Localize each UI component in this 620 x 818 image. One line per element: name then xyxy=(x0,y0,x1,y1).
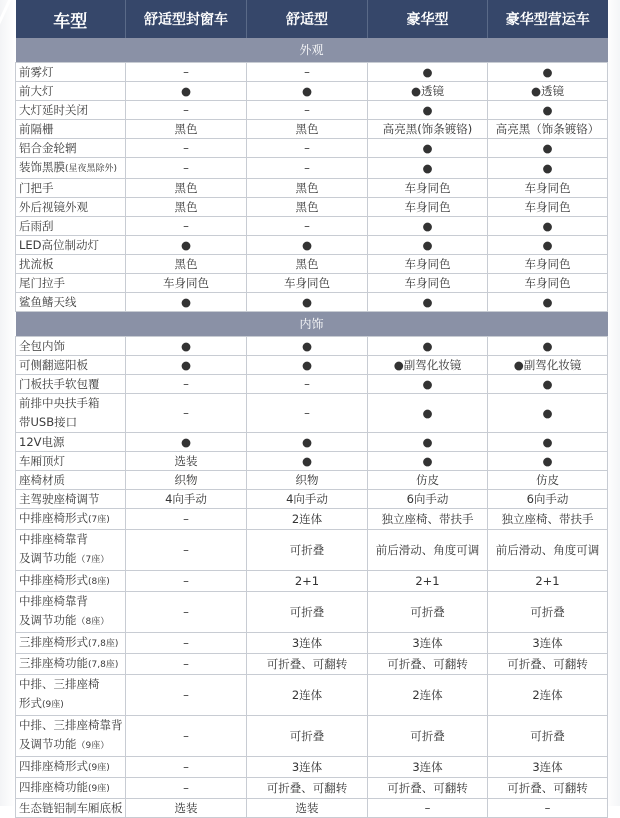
cell-value: 可折叠 xyxy=(247,592,368,633)
cell-value: 黑色 xyxy=(247,255,368,274)
cell-value: ● xyxy=(368,293,488,312)
row-label: 大灯延时关闭 xyxy=(16,101,126,120)
cell-value: ●透镜 xyxy=(488,82,608,101)
table-row xyxy=(16,471,608,490)
section-title: 外观 xyxy=(16,38,608,63)
table-row xyxy=(16,337,608,356)
row-label: 前隔栅 xyxy=(16,120,126,139)
row-label: 后雨刮 xyxy=(16,217,126,236)
cell-value: 2连体 xyxy=(247,675,368,716)
cell-value: ● xyxy=(488,101,608,120)
cell-value: 车身同色 xyxy=(126,274,247,293)
table-row xyxy=(16,675,608,716)
cell-value: 2+1 xyxy=(488,571,608,592)
cell-value: – xyxy=(247,375,368,394)
row-label: 四排座椅功能(9座) xyxy=(16,778,126,799)
table-row xyxy=(16,255,608,274)
cell-value: ● xyxy=(126,236,247,255)
cell-value: ● xyxy=(488,394,608,433)
cell-value: 车身同色 xyxy=(488,255,608,274)
header-model-label: 车型 xyxy=(16,0,126,38)
cell-value: – xyxy=(126,139,247,158)
cell-value: ● xyxy=(488,337,608,356)
header-model-3: 豪华型营运车 xyxy=(488,0,608,38)
cell-value: 可折叠、可翻转 xyxy=(247,654,368,675)
cell-value: 可折叠、可翻转 xyxy=(368,778,488,799)
cell-value: 黑色 xyxy=(126,120,247,139)
cell-value: 车身同色 xyxy=(368,255,488,274)
cell-value: – xyxy=(126,571,247,592)
table-row xyxy=(16,633,608,654)
cell-value: ● xyxy=(126,433,247,452)
cell-value: ●透镜 xyxy=(368,82,488,101)
cell-value: ● xyxy=(368,236,488,255)
table-row xyxy=(16,490,608,509)
table-row xyxy=(16,179,608,198)
row-label: 外后视镜外观 xyxy=(16,198,126,217)
table-row xyxy=(16,509,608,530)
row-label: 门板扶手软包覆 xyxy=(16,375,126,394)
cell-value: 2连体 xyxy=(247,509,368,530)
cell-value: – xyxy=(126,633,247,654)
cell-value: – xyxy=(247,101,368,120)
cell-value: 2+1 xyxy=(368,571,488,592)
cell-value: ● xyxy=(368,217,488,236)
cell-value: – xyxy=(126,217,247,236)
cell-value: ● xyxy=(488,139,608,158)
table-row xyxy=(16,274,608,293)
cell-value: 织物 xyxy=(247,471,368,490)
cell-value: ● xyxy=(126,293,247,312)
table-row xyxy=(16,63,608,82)
cell-value: – xyxy=(126,757,247,778)
cell-value: 黑色 xyxy=(126,255,247,274)
cell-value: 黑色 xyxy=(126,179,247,198)
row-label: 中排座椅形式(7座) xyxy=(16,509,126,530)
table-row xyxy=(16,356,608,375)
row-label: 全包内饰 xyxy=(16,337,126,356)
cell-value: ● xyxy=(126,337,247,356)
table-row xyxy=(16,433,608,452)
cell-value: 黑色 xyxy=(126,198,247,217)
cell-value: ● xyxy=(247,82,368,101)
header-model-0: 舒适型封窗车 xyxy=(126,0,247,38)
cell-value: ● xyxy=(126,356,247,375)
cell-value: ● xyxy=(368,158,488,179)
cell-value: ●副驾化妆镜 xyxy=(368,356,488,375)
table-row xyxy=(16,716,608,757)
cell-value: 可折叠 xyxy=(488,592,608,633)
row-label: 铝合金轮辋 xyxy=(16,139,126,158)
cell-value: 3连体 xyxy=(247,757,368,778)
row-label: 可侧翻遮阳板 xyxy=(16,356,126,375)
row-label: 鲨鱼鳍天线 xyxy=(16,293,126,312)
row-label: 三排座椅功能(7,8座) xyxy=(16,654,126,675)
table-row xyxy=(16,375,608,394)
cell-value: 2连体 xyxy=(368,675,488,716)
cell-value: 6向手动 xyxy=(488,490,608,509)
section-row xyxy=(16,312,608,337)
cell-value: ● xyxy=(368,452,488,471)
cell-value: ● xyxy=(488,375,608,394)
table-header xyxy=(16,0,608,38)
table-row xyxy=(16,592,608,633)
cell-value: 3连体 xyxy=(488,633,608,654)
cell-value: ● xyxy=(488,158,608,179)
cell-value: ● xyxy=(126,82,247,101)
cell-value: ● xyxy=(368,139,488,158)
cell-value: 6向手动 xyxy=(368,490,488,509)
table-row xyxy=(16,757,608,778)
cell-value: 可折叠 xyxy=(488,716,608,757)
cell-value: ● xyxy=(247,356,368,375)
row-label: 主驾驶座椅调节 xyxy=(16,490,126,509)
row-label: 中排、三排座椅靠背 及调节功能（9座） xyxy=(16,716,126,757)
cell-value: 织物 xyxy=(126,471,247,490)
cell-value: 4向手动 xyxy=(126,490,247,509)
cell-value: – xyxy=(126,375,247,394)
cell-value: ● xyxy=(368,101,488,120)
row-label: 扰流板 xyxy=(16,255,126,274)
table-row xyxy=(16,236,608,255)
cell-value: ● xyxy=(488,433,608,452)
cell-value: 4向手动 xyxy=(247,490,368,509)
cell-value: 可折叠 xyxy=(368,592,488,633)
table-row xyxy=(16,101,608,120)
row-label: 12V电源 xyxy=(16,433,126,452)
table-row xyxy=(16,198,608,217)
cell-value: – xyxy=(126,675,247,716)
row-label: 四排座椅形式(9座) xyxy=(16,757,126,778)
cell-value: ● xyxy=(488,217,608,236)
cell-value: 独立座椅、带扶手 xyxy=(488,509,608,530)
cell-value: 独立座椅、带扶手 xyxy=(368,509,488,530)
table-body xyxy=(16,38,608,818)
cell-value: ● xyxy=(247,433,368,452)
cell-value: 仿皮 xyxy=(368,471,488,490)
cell-value: 仿皮 xyxy=(488,471,608,490)
cell-value: 2连体 xyxy=(488,675,608,716)
cell-value: 车身同色 xyxy=(247,274,368,293)
cell-value: – xyxy=(126,101,247,120)
cell-value: 3连体 xyxy=(247,633,368,654)
table-row xyxy=(16,82,608,101)
cell-value: 车身同色 xyxy=(488,179,608,198)
cell-value: 车身同色 xyxy=(368,198,488,217)
cell-value: – xyxy=(368,799,488,818)
cell-value: ● xyxy=(247,236,368,255)
table-row xyxy=(16,293,608,312)
cell-value: – xyxy=(126,592,247,633)
table-row xyxy=(16,394,608,433)
cell-value: 可折叠、可翻转 xyxy=(368,654,488,675)
table-row xyxy=(16,217,608,236)
cell-value: 可折叠 xyxy=(247,530,368,571)
cell-value: – xyxy=(126,509,247,530)
header-model-2: 豪华型 xyxy=(368,0,488,38)
cell-value: 车身同色 xyxy=(368,274,488,293)
table-row xyxy=(16,571,608,592)
cell-value: 前后滑动、角度可调 xyxy=(488,530,608,571)
row-label: LED高位制动灯 xyxy=(16,236,126,255)
cell-value: 选装 xyxy=(247,799,368,818)
cell-value: – xyxy=(247,158,368,179)
section-title: 内饰 xyxy=(16,312,608,337)
cell-value: – xyxy=(247,139,368,158)
table-row xyxy=(16,139,608,158)
cell-value: 可折叠 xyxy=(368,716,488,757)
table-row xyxy=(16,654,608,675)
cell-value: 3连体 xyxy=(488,757,608,778)
table-row xyxy=(16,799,608,818)
cell-value: ● xyxy=(488,63,608,82)
cell-value: 3连体 xyxy=(368,757,488,778)
cell-value: ● xyxy=(368,375,488,394)
row-label: 前雾灯 xyxy=(16,63,126,82)
cell-value: ● xyxy=(368,337,488,356)
cell-value: – xyxy=(126,63,247,82)
cell-value: ● xyxy=(488,452,608,471)
cell-value: – xyxy=(126,394,247,433)
cell-value: 可折叠、可翻转 xyxy=(488,778,608,799)
table-row xyxy=(16,158,608,179)
cell-value: ● xyxy=(247,337,368,356)
cell-value: ● xyxy=(247,293,368,312)
cell-value: 车身同色 xyxy=(488,274,608,293)
cell-value: – xyxy=(126,778,247,799)
cell-value: 高亮黑（饰条镀铬） xyxy=(488,120,608,139)
row-label: 尾门拉手 xyxy=(16,274,126,293)
table-row xyxy=(16,452,608,471)
cell-value: 2+1 xyxy=(247,571,368,592)
row-label: 中排座椅靠背 及调节功能（7座） xyxy=(16,530,126,571)
cell-value: 前后滑动、角度可调 xyxy=(368,530,488,571)
cell-value: 黑色 xyxy=(247,198,368,217)
cell-value: – xyxy=(126,530,247,571)
cell-value: 可折叠 xyxy=(247,716,368,757)
cell-value: – xyxy=(247,63,368,82)
row-label: 中排、三排座椅 形式(9座) xyxy=(16,675,126,716)
cell-value: ● xyxy=(247,452,368,471)
row-label: 中排座椅靠背 及调节功能（8座） xyxy=(16,592,126,633)
table-row xyxy=(16,530,608,571)
cell-value: – xyxy=(126,716,247,757)
header-model-1: 舒适型 xyxy=(247,0,368,38)
row-label: 门把手 xyxy=(16,179,126,198)
cell-value: 可折叠、可翻转 xyxy=(488,654,608,675)
cell-value: – xyxy=(247,394,368,433)
row-label: 前排中央扶手箱 带USB接口 xyxy=(16,394,126,433)
cell-value: – xyxy=(126,158,247,179)
cell-value: 选装 xyxy=(126,452,247,471)
cell-value: 高亮黑(饰条镀铬) xyxy=(368,120,488,139)
section-row xyxy=(16,38,608,63)
cell-value: ● xyxy=(488,293,608,312)
cell-value: – xyxy=(488,799,608,818)
cell-value: ● xyxy=(368,63,488,82)
table-row xyxy=(16,120,608,139)
cell-value: 车身同色 xyxy=(488,198,608,217)
cell-value: 可折叠、可翻转 xyxy=(247,778,368,799)
cell-value: 黑色 xyxy=(247,120,368,139)
row-label: 三排座椅形式(7,8座) xyxy=(16,633,126,654)
cell-value: ●副驾化妆镜 xyxy=(488,356,608,375)
cell-value: 选装 xyxy=(126,799,247,818)
row-label: 装饰黑膜(星夜黑除外) xyxy=(16,158,126,179)
cell-value: 黑色 xyxy=(247,179,368,198)
table-row xyxy=(16,778,608,799)
cell-value: ● xyxy=(368,394,488,433)
cell-value: – xyxy=(126,654,247,675)
cell-value: ● xyxy=(488,236,608,255)
row-label: 车厢顶灯 xyxy=(16,452,126,471)
cell-value: – xyxy=(247,217,368,236)
row-label: 中排座椅形式(8座) xyxy=(16,571,126,592)
cell-value: 3连体 xyxy=(368,633,488,654)
row-label: 前大灯 xyxy=(16,82,126,101)
cell-value: 车身同色 xyxy=(368,179,488,198)
row-label: 座椅材质 xyxy=(16,471,126,490)
row-label: 生态链铝制车厢底板 xyxy=(16,799,126,818)
spec-table xyxy=(15,0,608,818)
cell-value: ● xyxy=(368,433,488,452)
